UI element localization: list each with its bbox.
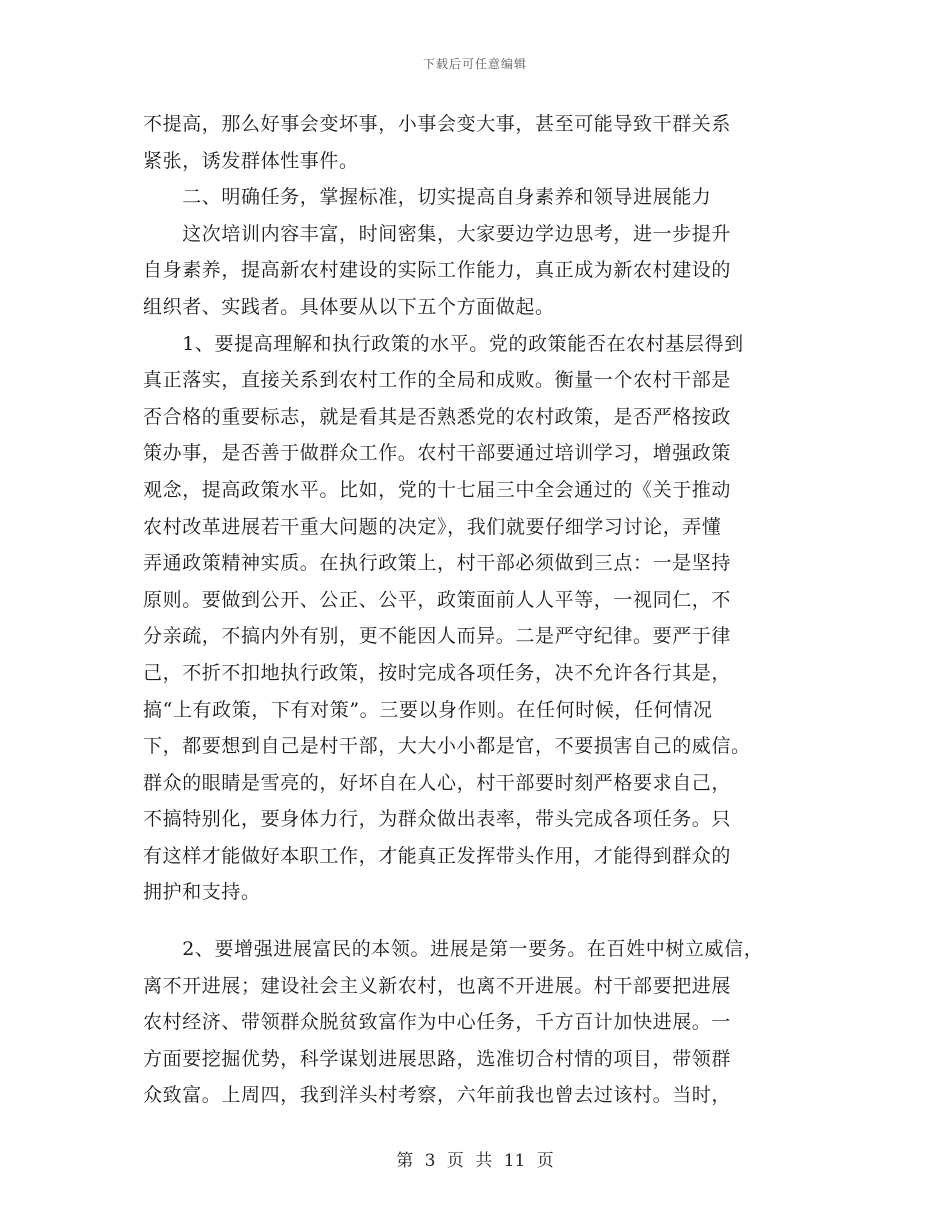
text-line: 策办事，是否善于做群众工作。农村干部要通过培训学习，增强政策: [143, 442, 732, 465]
text-line: 拥护和支持。: [143, 881, 261, 904]
text-line: 下，都要想到自己是村干部，大大小小都是官，不要损害自己的威信。: [143, 735, 751, 758]
text-line: 自身素养，提高新农村建设的实际工作能力，真正成为新农村建设的: [143, 259, 732, 282]
section-heading: 二、明确任务，掌握标准，切实提高自身素养和领导进展能力: [143, 186, 712, 209]
text-line: 否合格的重要标志，就是看其是否熟悉党的农村政策，是否严格按政: [143, 405, 732, 428]
text-line: 群众的眼睛是雪亮的，好坏自在人心，村干部要时刻严格要求自己，: [143, 771, 732, 794]
text-line: 不搞特别化，要身体力行，为群众做出表率，带头完成各项任务。只: [143, 808, 732, 831]
text-line: 原则。要做到公开、公正、公平，政策面前人人平等，一视同仁，不: [143, 588, 732, 611]
text-line: 有这样才能做好本职工作，才能真正发挥带头作用，才能得到群众的: [143, 844, 732, 867]
text-line: 己，不折不扣地执行政策，按时完成各项任务，决不允许各行其是，: [143, 661, 732, 684]
text-line: 弄通政策精神实质。在执行政策上，村干部必须做到三点：一是坚持: [143, 552, 732, 575]
text-line: 1、要提高理解和执行政策的水平。党的政策能否在农村基层得到: [143, 332, 744, 355]
text-block-2: [143, 931, 833, 1114]
text-line: 农村改革进展若干重大问题的决定》，我们就要仔细学习讨论，弄懂: [143, 515, 722, 538]
text-line: 2、要增强进展富民的本领。进展是第一要务。在百姓中树立威信，: [143, 938, 764, 961]
text-block-1: [143, 106, 833, 911]
text-line: 紧张，诱发群体性事件。: [143, 149, 359, 172]
text-line: 搞“上有政策，下有对策”。三要以身作则。在任何时候，任何情况: [143, 698, 713, 721]
text-line: 分亲疏，不搞内外有别，更不能因人而异。二是严守纪律。要严于律: [143, 625, 732, 648]
text-line: 观念，提高政策水平。比如，党的十七届三中全会通过的《关于推动: [143, 478, 732, 501]
text-line: 不提高，那么好事会变坏事，小事会变大事，甚至可能导致干群关系: [143, 113, 732, 135]
page-header: 下载后可任意编辑: [422, 57, 527, 71]
text-line: 众致富。上周四，我到洋头村考察，六年前我也曾去过该村。当时，: [143, 1084, 732, 1107]
document-body: [143, 106, 833, 1114]
page-number: 第 3 页 共 11 页: [396, 1151, 554, 1171]
text-line: 组织者、实践者。具体要从以下五个方面做起。: [143, 295, 555, 318]
text-line: 方面要挖掘优势，科学谋划进展思路，选准切合村情的项目，带领群: [143, 1047, 732, 1070]
text-line: 真正落实，直接关系到农村工作的全局和成败。衡量一个农村干部是: [143, 369, 732, 392]
paragraph-gap: [143, 911, 833, 931]
text-line: 离不开进展；建设社会主义新农村，也离不开进展。村干部要把进展: [143, 974, 732, 997]
text-line: 农村经济、带领群众脱贫致富作为中心任务，千方百计加快进展。一: [143, 1011, 732, 1034]
text-line: 这次培训内容丰富，时间密集，大家要边学边思考，进一步提升: [143, 222, 732, 245]
